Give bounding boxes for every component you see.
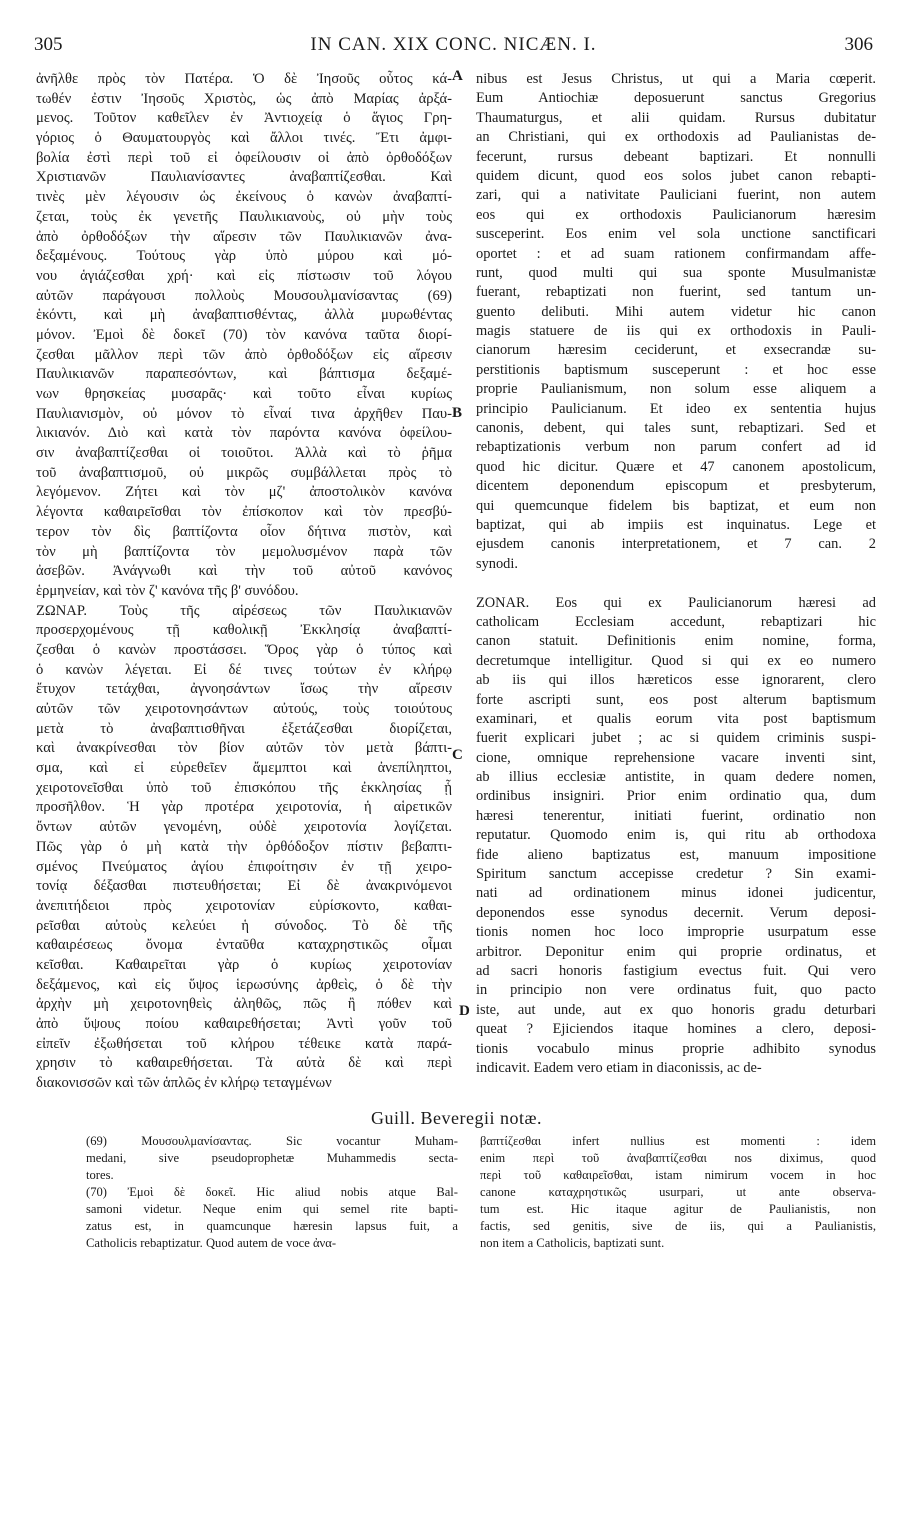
latin-text-line: zari, qui a nativitate Pauliciani fuerint, non autem: [476, 187, 876, 204]
latin-text-line: baptizat, qui ab impiis est inquinatus. Lege et: [476, 516, 876, 533]
greek-text-line: σμα, καὶ εἰ εὑρεθεῖεν ἄμεμπτοι καὶ ἀνεπίληπτοι,: [36, 760, 452, 777]
greek-text-line: χρησιν τὸ καθαιρεθήσεται. Τὰ αὐτὰ δὲ καὶ περὶ: [36, 1055, 452, 1072]
greek-text-line: σμένος Πνεύματος ἁγίου ἐπιφοίτησιν ἐν τῇ χειρο-: [36, 858, 452, 875]
greek-text-line: λικιανόν. Διὸ καὶ κατὰ τὸν παρόντα κανόνα ὀφείλου-: [36, 425, 452, 442]
greek-text-line: Πῶς γὰρ ὁ μὴ κατὰ τὴν ὀρθόδοξον πίστιν βεβαπτι-: [36, 838, 452, 855]
greek-text-line: Παυλιανισμὸν, οὐ μόνον τὸ εἶναί τινα ἀρχῆθεν Παυ-: [36, 405, 452, 422]
greek-text-line: τὸν μὴ βαπτίζοντα τὸν μεμολυσμένον παρὰ τῶν: [36, 543, 452, 560]
note-line: βαπτίζεσθαι infert nullius est momenti : idem: [480, 1134, 876, 1148]
latin-text-line: rebaptizationis verbum non parum confert ad id: [476, 439, 876, 456]
greek-text-line: ἀπὸ ὕψους ποίου καθαιρεθήσεται; Ἀντὶ γοῦν τοῦ: [36, 1016, 452, 1032]
greek-text-line: ἑρμηνείαν, καὶ τὸν ζ' κανόνα τῆς β' συνόδου.: [36, 582, 299, 599]
note-line: canone καταχρηστικῶς usurpari, ut ante observa-: [480, 1185, 876, 1199]
latin-text-line: ab iis qui illos hæreticos esse ignorarent, clero: [476, 672, 876, 689]
greek-text-line: ἀρχὴν μὴ χειροτονηθεὶς ἀληθῶς, πῶς ἢ πόθεν καὶ: [36, 996, 452, 1013]
latin-text-line: catholicam Ecclesiam accedunt, rebaptizari hic: [476, 613, 876, 630]
greek-text-line: Παυλικιανῶν παραπεσόντων, καὶ βάπτισμα δεξαμέ-: [36, 366, 452, 383]
greek-text-line: Χριστιανῶν Παυλιανίσαντες ἀναβαπτίζεσθαι. Καὶ: [36, 169, 452, 186]
note-line: Catholicis rebaptizatur. Quod autem de voce ἀνα-: [86, 1236, 337, 1250]
latin-text-line: canonis, debent, qui tales sunt, rebaptizari. Sed et: [476, 420, 876, 437]
note-line: zatus est, in quamcunque hæresin lapsus fuit, a: [86, 1219, 458, 1233]
latin-text-line: ordinibus insigniri. Prior enim ordinatio qua, dum: [476, 788, 876, 805]
latin-text-line: fuerit explicari jubet ; ac si quidem criminis suspi-: [476, 730, 876, 747]
greek-text-line: τερον τὸν δὶς βαπτίζοντα οἷον δήτινα πιστὸν, καὶ: [36, 523, 452, 540]
latin-text-line: deponendos esse synodus decernit. Verum deposi-: [476, 904, 876, 921]
greek-text-line: χειροτονεῖσθαι ὑπὸ τοῦ ἐπισκόπου τῆς ἐκκλησίας ᾗ: [36, 779, 452, 796]
latin-text-line: cianorum hæresim ceciderunt, et exsecrandæ su-: [476, 342, 876, 359]
greek-text-line: ζεται, τοὺς ἐκ γενετῆς Παυλικιανοὺς, οὐ μὴν τοὺς: [36, 208, 452, 225]
greek-text-line: τονίᾳ δέξασθαι πιστευθήσεται; Εἰ δὲ ἀνακρινόμενοι: [36, 878, 452, 895]
greek-text-line: εἰπεῖν ἐξωθήσεται τοῦ κλήρου τέθεικε κατὰ παρά-: [36, 1035, 452, 1052]
note-line: non item a Catholicis, baptizati sunt.: [480, 1236, 665, 1250]
greek-text-line: ὄντων αὐτῶν γενομένη, οὐδὲ χειροτονία λογίζεται.: [36, 819, 452, 836]
running-header: [34, 34, 873, 58]
running-title: IN CAN. XIX CONC. NICÆN. I.: [310, 34, 597, 55]
greek-text-line: διακονισσῶν καὶ τῶν ἁπλῶς ἐν κλήρῳ τεταγμένων: [36, 1075, 332, 1092]
greek-text-line: προσῆλθον. Ἡ γὰρ προτέρα χειροτονία, ἡ αἱρετικῶν: [36, 799, 452, 816]
note-line: samoni videtur. Neque enim qui semel rite bapti-: [86, 1202, 458, 1216]
latin-text-line: fecerunt, rursus debeant baptizari. Et nonnulli: [476, 148, 876, 165]
latin-text-line: magis statuere de iis qui ex orthodoxis in Pauli-: [476, 323, 876, 340]
latin-text-line: tionis vocabulo minus proprie adhibito synodus: [476, 1040, 876, 1057]
greek-text-line: ἀσεβῶν. Ἀνάγνωθι καὶ τὴν τοῦ αὐτοῦ κανόνος: [36, 563, 452, 580]
latin-text-line: in principio non vere ordinatus fuit, quo pacto: [476, 982, 876, 999]
greek-text-line: νων θρησκείας μυσαρᾶς· καὶ τοῦτο εἶναι κυρίως: [36, 386, 452, 402]
margin-letter-d: D: [459, 1003, 470, 1019]
latin-text-line: fide alieno baptizatus est, manuum impositione: [476, 846, 876, 863]
greek-text-line: ἀνεπιτήδειοι πρὸς χειροτονίαν εὑρίσκοντο, καθαι-: [36, 897, 452, 914]
greek-text-line: δεξάμενος, καὶ εἰς ὕψος ἱερωσύνης ἀρθεὶς, ὁ δὲ τὴν: [36, 976, 452, 993]
note-line: περὶ τοῦ καθαιρεῖσθαι, istam nimirum vocem in hoc: [480, 1168, 876, 1182]
latin-text-line: Spiritum sanctum accepisse credetur ? Sin exami-: [476, 866, 876, 883]
latin-text-line: ab illius ecclesiæ antistite, in quam dedere nomen,: [476, 769, 876, 786]
note-line: factis, sed genitis, sive de iis, qui a Paulianistis,: [480, 1219, 876, 1233]
greek-text-line: ἀπὸ ὀρθοδόξων τὴν αἵρεσιν τῶν Παυλικιανῶν ἀνα-: [36, 228, 452, 245]
latin-text-line: eos qui ex orthodoxis Paulicianorum hæresim: [476, 206, 876, 223]
latin-text-line: decretumque intelligitur. Quod si qui ex eo numero: [476, 652, 876, 669]
greek-text-line: ΖΩΝΑΡ. Τοὺς τῆς αἱρέσεως τῶν Παυλικιανῶν: [36, 602, 452, 619]
latin-text-line: principio Paulicianum. Et ideo ex sententia hujus: [476, 400, 876, 417]
latin-text-line: qui quemcunque fidelem bis baptizat, et eum non: [476, 497, 876, 514]
greek-text-line: αὐτῶν παράγουσι πολλοὺς Μουσουλμανίσαντας (69): [36, 287, 452, 304]
latin-text-line: synodi.: [476, 555, 518, 572]
notes-right-column: [480, 1133, 876, 1252]
greek-text-line: προσερχομένους τῇ καθολικῇ Ἐκκλησίᾳ ἀναβαπτί-: [36, 622, 452, 639]
latin-text-line: ZONAR. Eos qui ex Paulicianorum hæresi ad: [476, 594, 876, 611]
greek-text-line: βολία ἐστὶ περὶ τοῦ εἰ ὀφείλουσιν οἱ ἀπὸ ὀρθοδόξων: [36, 149, 452, 166]
latin-text-line: nibus est Jesus Christus, ut qui a Maria cœperit.: [476, 71, 876, 87]
margin-letter-b: B: [452, 405, 463, 421]
latin-text-line: tionis nomen hoc loco improprie usurpatum esse: [476, 924, 876, 941]
greek-text-line: ζεσθαι μᾶλλον περὶ τῶν ἀπὸ ὀρθοδόξων εἰς αἵρεσιν: [36, 346, 452, 363]
page-number-right: 306: [844, 34, 873, 55]
latin-text-line: hæresi tenerentur, initiati fuerint, ordinatio non: [476, 807, 876, 824]
note-line: tores.: [86, 1168, 114, 1182]
greek-text-line: ρεῖσθαι αὐτοὺς κελεύει ἡ σύνοδος. Τὸ δὲ τῆς: [36, 917, 452, 934]
greek-text-line: νου ἁγιάζεσθαι χρή· καὶ εἰς πίστωσιν τοῦ λόγου: [36, 267, 452, 284]
latin-text-line: quod hic dicitur. Quære et 47 canonem apostolicum,: [476, 458, 876, 475]
greek-text-line: λέγοντα καθαιρεῖσθαι τὸν ἐπίσκοπον καὶ τὸν πρεσβύ-: [36, 504, 452, 521]
greek-text-line: αὐτῶν τῶν χειροτονησάντων αὐτούς, τοὺς τοιούτους: [36, 701, 452, 717]
notes-left-column: [86, 1133, 458, 1252]
latin-text-line: reputatur. Quomodo enim is, qui ritu ab orthodoxa: [476, 827, 876, 844]
latin-text-line: iste, aut unde, aut ex quo honoris gradu deturbari: [476, 1001, 876, 1018]
greek-text-line: μόνον. Ἐμοὶ δὲ δοκεῖ (70) τὸν κανόνα ταῦτα διορί-: [36, 326, 452, 343]
note-line: medani, sive pseudoprophetæ Muhammedis secta-: [86, 1151, 458, 1165]
latin-text-line: arbitror. Deponitur enim qui proprie ordinatus, et: [476, 943, 876, 960]
note-line: enim περὶ τοῦ ἀναβαπτίζεσθαι nos diximus, quod: [480, 1151, 876, 1165]
margin-letter-c: C: [452, 747, 463, 763]
latin-text-line: queat ? Ejiciendos itaque homines a clero, deposi-: [476, 1021, 876, 1038]
note-line: (70) Ἐμοὶ δὲ δοκεῖ. Hic aliud nobis atque Bal-: [86, 1185, 458, 1199]
greek-text-line: ζεσθαι ὁ κανὼν προστάσσει. Ὅρος γὰρ ὁ τύπος καὶ: [36, 641, 452, 658]
latin-text-line: guento delibuti. Mihi autem videtur hic canon: [476, 303, 876, 320]
latin-text-line: dicentem deponendum episcopum et presbyterum,: [476, 478, 876, 495]
greek-text-line: καὶ ἀνακρίνεσθαι τὸν βίον αὐτῶν τὸν μετὰ βάπτι-: [36, 740, 452, 757]
greek-text-line: τοῦ ἀναβαπτισμοῦ, οὐ μικρῶς συμβάλλεται πρὸς τὸ: [36, 464, 452, 481]
greek-text-line: ἔτυχον τετάχθαι, ἀγνοησάντων ἴσως τὴν αἵρεσιν: [36, 681, 452, 698]
greek-text-column: [36, 70, 452, 1094]
latin-text-line: runt, quod multi qui sua sponte Musulmanistæ: [476, 264, 876, 281]
latin-text-line: ejusdem canonis interpretationem, et 7 can. 2: [476, 536, 876, 553]
latin-text-line: nati ad ordinationem minus idonei judicentur,: [476, 885, 876, 902]
latin-text-line: an Christiani, qui ex orthodoxis ad Paulianistas de-: [476, 129, 876, 146]
greek-text-line: τινὲς μὲν λέγουσιν ὡς ἐκείνους ὁ κανὼν ἀναβαπτί-: [36, 189, 452, 206]
latin-text-line: proprie Paulianismum, non solum esse aliquem a: [476, 381, 876, 398]
latin-text-line: Thaumaturgus, et alii quidam. Rursus dubitatur: [476, 109, 876, 126]
margin-letter-a: A: [452, 68, 463, 84]
greek-text-line: σιν ἀναβαπτίζεσθαι οἱ τοιοῦτοι. Ἀλλὰ καὶ τὸ ῥῆμα: [36, 445, 452, 462]
greek-text-line: τωθέν ἐστιν Ἰησοῦς Χριστὸς, ὡς ἀπὸ Μαρίας ἀρξά-: [36, 90, 452, 107]
latin-text-line: ad sacri honoris fastigium evectus fuit. Qui vero: [476, 962, 876, 979]
latin-text-line: perstitionis baptismum susceperunt : et hoc esse: [476, 361, 876, 378]
greek-text-line: μετὰ τὸ ἀναβαπτισθῆναι ἐξετάζεσθαι διορίζεται,: [36, 720, 452, 737]
latin-text-line: quidem dicunt, quod eos solos jubet canon rebapti-: [476, 167, 876, 184]
note-line: (69) Μουσουλμανίσαντας. Sic vocantur Muham-: [86, 1134, 458, 1148]
latin-text-line: fuerant, rebaptizati non fuerint, sed tantum un-: [476, 284, 876, 301]
greek-text-line: καθαιρέσεως ὄνομα ἐνταῦθα καταχρηστικῶς οἶμαι: [36, 937, 452, 954]
greek-text-line: λεγόμενον. Ζήτει καὶ τὸν μζ' ἀποστολικὸν κανόνα: [36, 484, 452, 501]
latin-text-line: examinari, et qualis eorum vita post baptismum: [476, 710, 876, 727]
latin-text-line: cione, omnique reprehensione vacare inventi sint,: [476, 749, 876, 766]
greek-text-line: ὁ κανὼν λέγεται. Εἰ δέ τινες τούτων ἐν κλήρῳ: [36, 661, 452, 678]
greek-text-line: γόριος ὁ Θαυματουργὸς καὶ ἄλλοι τινές. Ἔτι ἀμφι-: [36, 130, 452, 147]
latin-text-line: [476, 574, 876, 593]
note-line: tum est. Hic itaque agitur de Paulianistis, non: [480, 1202, 876, 1216]
latin-text-line: oportet : et ad suam rationem confirmandam affe-: [476, 245, 876, 262]
latin-text-line: indicavit. Eadem vero etiam in diaconissis, ac de-: [476, 1059, 762, 1076]
latin-text-line: Eum Antiochiæ deposuerunt sanctus Gregorius: [476, 90, 876, 107]
latin-text-line: canon statuit. Definitionis enim nomine, forma,: [476, 633, 876, 650]
notes-title: Guill. Beveregii notæ.: [371, 1108, 542, 1128]
latin-text-line: forte ascripti sunt, eos post alterum baptismum: [476, 691, 876, 708]
greek-text-line: μενος. Τοῦτον καθεῖλεν ἐν Ἀντιοχείᾳ ὁ ἅγιος Γρη-: [36, 110, 452, 127]
greek-text-line: δεξαμένους. Τούτους γὰρ ὑπὸ μύρου καὶ μό-: [36, 248, 452, 265]
greek-text-line: κεῖσθαι. Καθαιρεῖται γὰρ ὁ κυρίως χειροτονίαν: [36, 956, 452, 973]
latin-text-line: susceperint. Eos enim vel sola unctione sanctificari: [476, 226, 876, 243]
page-number-left: 305: [34, 34, 63, 55]
greek-text-line: ἑκόντι, καὶ μὴ ἀναβαπτισθέντας, ἀλλὰ μυρωθέντας: [36, 307, 452, 324]
greek-text-line: ἀνῆλθε πρὸς τὸν Πατέρα. Ὁ δὲ Ἰησοῦς οὗτος κά-: [36, 71, 452, 87]
latin-text-column: [476, 70, 876, 1078]
